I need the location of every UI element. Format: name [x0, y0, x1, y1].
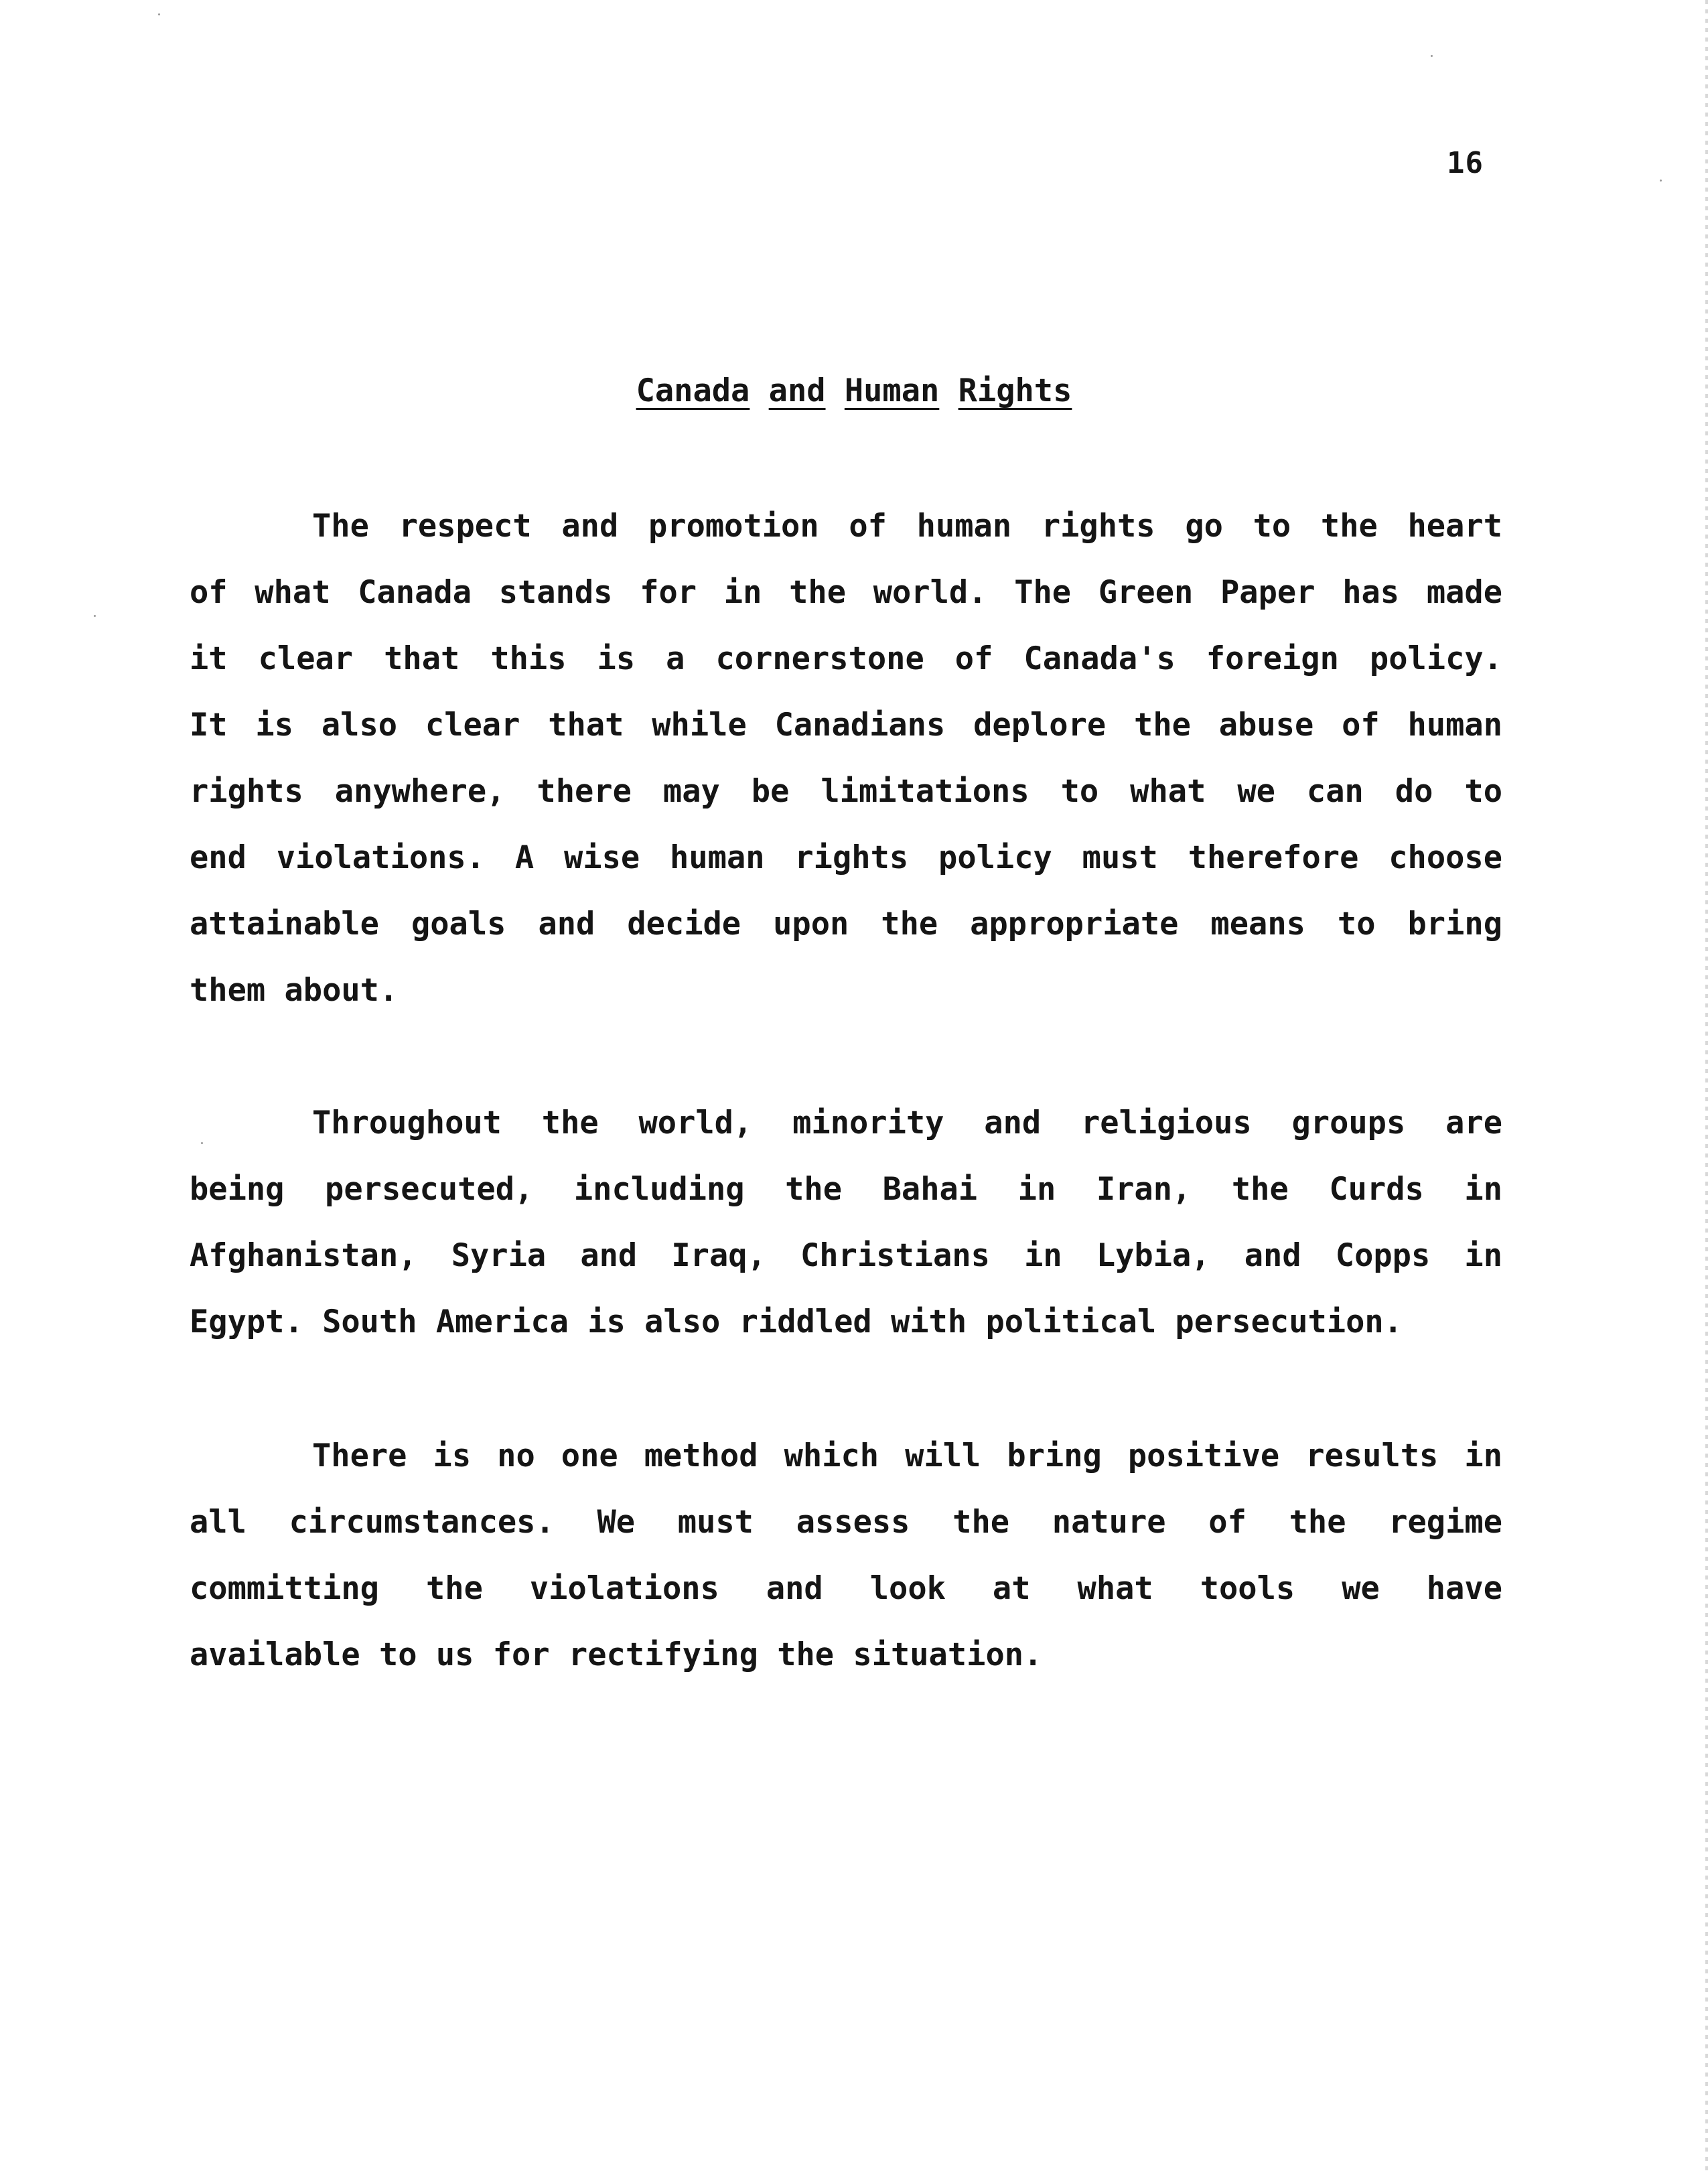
paragraph-line: There is no one method which will bring positive results in — [312, 1437, 1502, 1474]
document-title — [0, 372, 1708, 409]
paragraph-line: attainable goals and decide upon the appropriate means to bring — [190, 906, 1502, 942]
paragraph-line: The respect and promotion of human rights go to the heart — [312, 508, 1502, 545]
scan-speck — [201, 1142, 203, 1144]
paragraph-line: of what Canada stands for in the world. The Green Paper has made — [190, 574, 1502, 611]
page-number: 16 — [1447, 146, 1484, 180]
title-word: Rights — [958, 372, 1072, 409]
paragraph-line: all circumstances. We must assess the nature of the regime — [190, 1504, 1502, 1541]
paragraph-line: available to us for rectifying the situation. — [190, 1636, 1043, 1673]
paragraph-line: being persecuted, including the Bahai in Iran, the Curds in — [190, 1171, 1502, 1208]
scan-speck — [1660, 180, 1662, 182]
paragraph-line: Afghanistan, Syria and Iraq, Christians in Lybia, and Copps in — [190, 1237, 1502, 1274]
paragraph-line: it clear that this is a cornerstone of Canada's foreign policy. — [190, 640, 1502, 677]
paragraph-line: rights anywhere, there may be limitations to what we can do to — [190, 773, 1502, 810]
paragraph-line: It is also clear that while Canadians deplore the abuse of human — [190, 707, 1502, 744]
scan-speck — [1431, 55, 1433, 57]
paragraph-line: them about. — [190, 972, 399, 1009]
title-word: and — [768, 372, 826, 409]
paragraph-line: committing the violations and look at what tools we have — [190, 1570, 1502, 1607]
scan-speck — [158, 13, 160, 15]
paragraph-line: Throughout the world, minority and religious groups are — [312, 1105, 1502, 1141]
paragraph-line: Egypt. South America is also riddled with political persecution. — [190, 1304, 1403, 1340]
paragraph-line: end violations. A wise human rights policy must therefore choose — [190, 839, 1502, 876]
title-word: Canada — [636, 372, 750, 409]
title-word: Human — [844, 372, 940, 409]
scan-speck — [94, 615, 96, 617]
scan-edge-artifact — [1705, 0, 1708, 2175]
